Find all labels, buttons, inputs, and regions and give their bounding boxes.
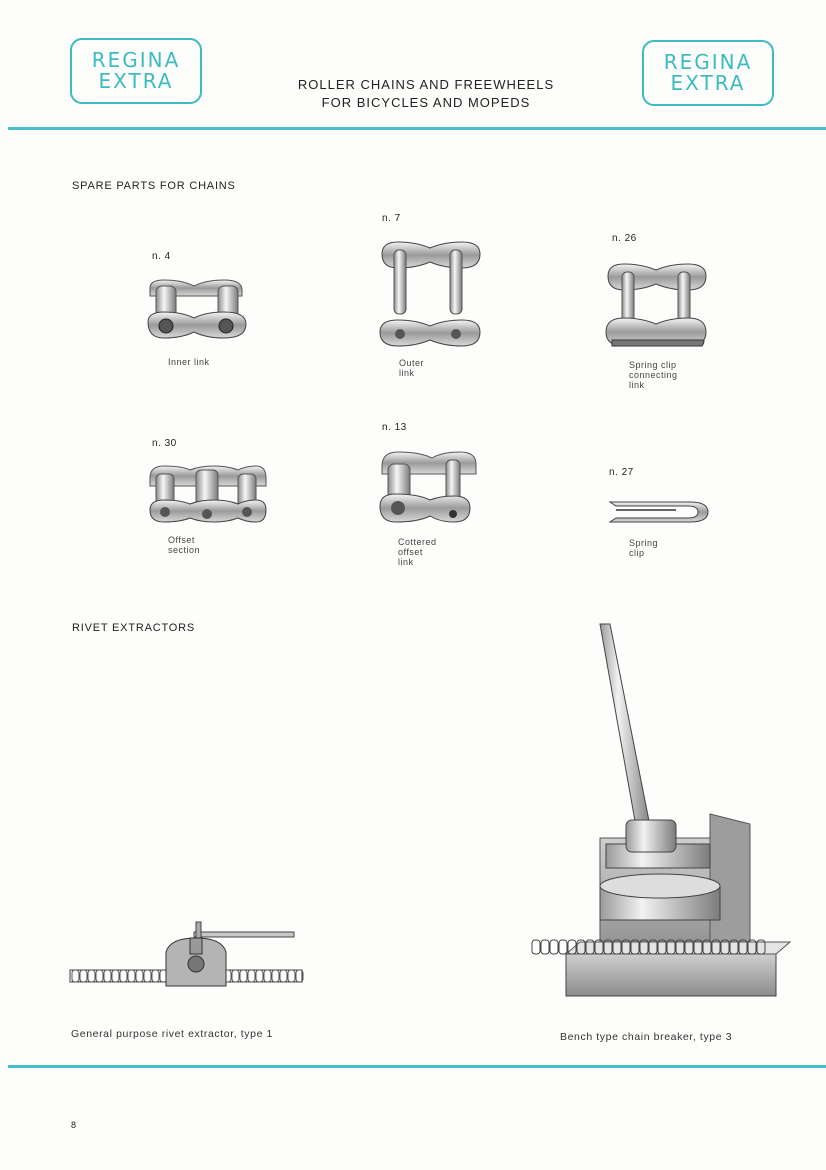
part-number-30: n. 30 <box>152 438 177 449</box>
chain-link <box>264 970 271 982</box>
chain-breaker-type3-image <box>530 624 780 1004</box>
chain-link <box>104 970 111 982</box>
top-rule <box>8 127 826 130</box>
logo-left <box>70 38 202 104</box>
chain-link <box>88 970 95 982</box>
spring-clip-image <box>606 494 714 526</box>
caption-chain-breaker-type3: Bench type chain breaker, type 3 <box>560 1031 733 1043</box>
chain-link <box>532 940 540 954</box>
logo-right <box>642 40 774 106</box>
chain-link <box>128 970 135 982</box>
chain-link <box>272 970 279 982</box>
part-number-4: n. 4 <box>152 251 171 262</box>
part-number-7: n. 7 <box>382 213 401 224</box>
chain-link <box>72 970 79 982</box>
chain-link <box>240 970 247 982</box>
caption-offset-section: Offset section <box>168 535 201 555</box>
chain-link <box>232 970 239 982</box>
bottom-rule <box>8 1065 826 1068</box>
logo-left-line2: EXTRA <box>98 69 174 93</box>
chain-link <box>256 970 263 982</box>
chain-link <box>96 970 103 982</box>
spring-clip-link-image <box>604 262 710 354</box>
chain-link <box>248 970 255 982</box>
logo-right-line2: EXTRA <box>670 71 746 95</box>
caption-inner-link: Inner link <box>168 357 210 367</box>
chain-link <box>136 970 143 982</box>
chain-link <box>112 970 119 982</box>
rivet-extractors-heading: RIVET EXTRACTORS <box>72 622 196 634</box>
outer-link-image <box>378 240 482 348</box>
page-title-line1: ROLLER CHAINS AND FREEWHEELS <box>297 77 555 92</box>
part-number-13: n. 13 <box>382 422 407 433</box>
part-number-26: n. 26 <box>612 233 637 244</box>
chain-link <box>550 940 558 954</box>
chain-link <box>80 970 87 982</box>
chain-link <box>541 940 549 954</box>
chain-link <box>288 970 295 982</box>
chain-link <box>120 970 127 982</box>
spare-parts-heading: SPARE PARTS FOR CHAINS <box>72 180 236 192</box>
chain-link <box>144 970 151 982</box>
cottered-offset-link-image <box>376 448 480 528</box>
chain-link <box>559 940 567 954</box>
page-title <box>250 76 602 112</box>
caption-spring-clip: Spring clip <box>629 538 659 558</box>
chain-link <box>152 970 159 982</box>
caption-cottered-offset-link: Cottered offset link <box>398 537 437 567</box>
rivet-extractor-type1-image <box>70 912 310 1002</box>
chain-link <box>280 970 287 982</box>
inner-link-image <box>144 278 252 346</box>
part-number-27: n. 27 <box>609 467 634 478</box>
caption-spring-clip-link: Spring clip connecting link <box>629 360 678 390</box>
logo-left-line1: REGINA <box>91 48 181 72</box>
logo-right-line1: REGINA <box>663 50 753 74</box>
caption-outer-link: Outer link <box>399 358 425 378</box>
page-number: 8 <box>71 1120 77 1130</box>
offset-section-image <box>146 462 268 528</box>
page-title-line2: FOR BICYCLES AND MOPEDS <box>321 95 531 110</box>
caption-rivet-extractor-type1: General purpose rivet extractor, type 1 <box>71 1028 273 1040</box>
